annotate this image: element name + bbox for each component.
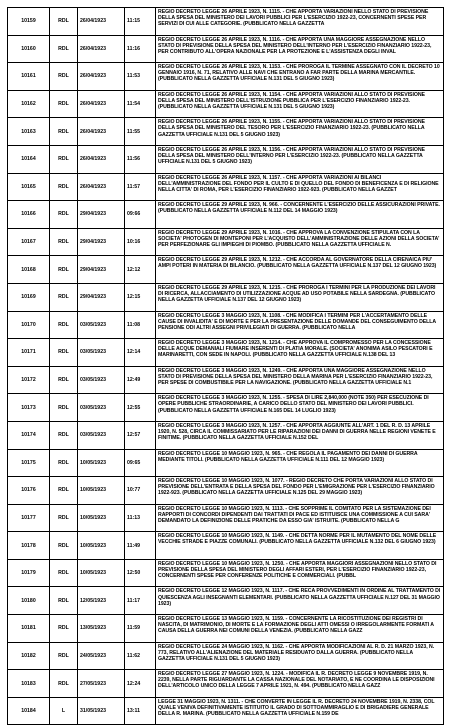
description-cell: LEGGE 31 MAGGIO 1923, N. 1311. - CHE CONVERTE IN LEGGE IL R. DECRETO 24 NOVEMBRE 1919, N. 2338, COL QUALE VENIVA DEFINITIVAMENTE ISTITUITO IL GRADO DI SOTTOAMMIRAGLIO E DI BRIGADIERE GENERALE DELLA R. MARINA. (PUBBLICATO NELLA GAZZETTA UFFICIALE N.159 DE	[156, 697, 444, 725]
description-cell: REGIO DECRETO LEGGE 12 MAGGIO 1923, N. 1117. - CHE RECA PROVVEDIMENTI IN ORDINE AL TRATTAMENTO DI QUIESCENZA AGLI INSEGNANTI ELEMENTARI. (PUBBLICATO NELLA GAZZETTA UFFICIALE N.127 DEL 31 MAGGIO 1923)	[156, 587, 444, 615]
act-date-cell: 10/05/1923	[78, 477, 125, 505]
act-number-cell: 11:62	[125, 642, 156, 670]
act-type-cell: RDL	[50, 477, 78, 505]
decree-register-body	[8, 8, 444, 725]
table-row	[8, 256, 444, 284]
record-number-cell: 10168	[8, 256, 50, 284]
act-date-cell: 10/05/1923	[78, 559, 125, 587]
description-cell: REGIO DECRETO LEGGE 26 APRILE 1923, N. 1157. - CHE APPORTA VARIAZIONI AI BILANCI DELL'AMMINISTRAZIONE DEL FONDO PER IL CULTO E DI QUELLO DEL FONDO DI BENEFICENZA E DI RELIGIONE NELLA CITTA' DI ROMA, PER L'ESERCIZIO FINANZIARIO 1922-923. (PUBBLICATO NELLA GAZZET	[156, 173, 444, 201]
description-cell: REGIO DECRETO LEGGE 3 MAGGIO 1923, N. 1257. - CHE APPORTA AGGIUNTE ALL'ART. 1 DEL R. D. 13 APRILE 1920, N. 528, CIRCA IL COMMISSARIATO PER LE RIPARAZIONI DEI DANNI DI GUERRA NELLE REGIONI VENETE E FINITIME. (PUBBLICATO NELLA GAZZETTA UFFICIALE N.152 DEL	[156, 421, 444, 449]
table-row	[8, 394, 444, 422]
description-cell: REGIO DECRETO LEGGE 10 MAGGIO 1923, N. 965. - CHE REGOLA IL PAGAMENTO DEI DANNI DI GUERRA MEDIANTE TITOLI. (PUBBLICATO NELLA GAZZETTA UFFICIALE N.111 DEL 12 MAGGIO 1923)	[156, 449, 444, 477]
act-type-cell: RDL	[50, 173, 78, 201]
record-number-cell: 10170	[8, 311, 50, 339]
table-row	[8, 421, 444, 449]
act-number-cell: 12:49	[125, 366, 156, 394]
act-number-cell: 10:16	[125, 228, 156, 256]
table-row	[8, 477, 444, 505]
table-row	[8, 449, 444, 477]
act-date-cell: 29/04/1923	[78, 256, 125, 284]
description-cell: REGIO DECRETO LEGGE 3 MAGGIO 1923, N. 1249. - CHE APPORTA UNA MAGGIORE ASSEGNAZIONE NELLO STATO DI PREVISIONE DELLA SPESA DEL MINISTERO DELLA MARINA PER L'ESERCIZIO FINANZIARIO 1922-23, PER SPESE DI COMBUSTIBILE PER LA NAVIGAZIONE. (PUBBLICATO NELLA GAZZETTA UFFICIALE N.1	[156, 366, 444, 394]
record-number-cell: 10173	[8, 394, 50, 422]
act-type-cell: RDL	[50, 559, 78, 587]
act-number-cell: 09:66	[125, 201, 156, 229]
act-number-cell: 11:08	[125, 311, 156, 339]
description-cell: REGIO DECRETO LEGGE 26 APRILE 1923, N. 1154. - CHE APPORTA VARIAZIONI ALLO STATO DI PREVISIONE DELLA SPESA DEL MINISTERO DELL'ISTRUZIONE PUBBLICA PER L'ESERCIZIO FINANZIARIO 1922-23. (PUBBLICATO NELLA GAZZETTA UFFICIALE N.131 DEL 5 GIUGNO 1923)	[156, 90, 444, 118]
record-number-cell: 10164	[8, 145, 50, 173]
record-number-cell: 10161	[8, 63, 50, 91]
act-number-cell: 12:24	[125, 670, 156, 698]
description-cell: REGIO DECRETO LEGGE 29 APRILE 1923, N. 1215. - CHE PROROGA I TERMINI PER LA PRODUZIONE DEI LAVORI DI RICERCA, ALLACCIAMENTO DI UTILIZZAZIONE ACQUE AD USO POTABILE NELLA SARDEGNA. (PUBBLICATO NELLA GAZZETTA UFFICIALE N.137 DEL 12 GIUGNO 1923)	[156, 283, 444, 311]
record-number-cell: 10166	[8, 201, 50, 229]
table-row	[8, 697, 444, 725]
act-date-cell: 13/05/1923	[78, 615, 125, 643]
act-type-cell: RDL	[50, 339, 78, 367]
record-number-cell: 10162	[8, 90, 50, 118]
record-number-cell: 10163	[8, 118, 50, 146]
record-number-cell: 10159	[8, 8, 50, 36]
act-number-cell: 12:12	[125, 256, 156, 284]
act-date-cell: 26/04/1923	[78, 35, 125, 63]
table-row	[8, 311, 444, 339]
record-number-cell: 10167	[8, 228, 50, 256]
description-cell: REGIO DECRETO LEGGE 29 APRILE 1923, N. 966. - CONCERNENTE L'ESERCIZIO DELLE ASSICURAZIONI PRIVATE. (PUBBLICATO NELLA GAZZETTA UFFICIALE N.112 DEL 14 MAGGIO 1923)	[156, 201, 444, 229]
act-number-cell: 11:15	[125, 8, 156, 36]
table-row	[8, 173, 444, 201]
act-number-cell: 11:56	[125, 145, 156, 173]
act-number-cell: 12:50	[125, 559, 156, 587]
act-type-cell: RDL	[50, 394, 78, 422]
table-row	[8, 339, 444, 367]
act-type-cell: RDL	[50, 118, 78, 146]
act-number-cell: 11:55	[125, 118, 156, 146]
description-cell: REGIO DECRETO LEGGE 3 MAGGIO 1923, N. 1214. - CHE APPROVA IL COMPROMESSO PER LA CONCESSIONE DELLE ACQUE DEMANIALI FIUMARE INSERENTI DI PLATIA MORALE. (SOCIETA' ANONIMA ASILO PESCATORI E MARINARETTI, CON SEDE IN NAPOLI. (PUBBLICATO NELLA GAZZETTA UFFICIALE N.138 DEL 13	[156, 339, 444, 367]
act-type-cell: RDL	[50, 256, 78, 284]
act-type-cell: RDL	[50, 201, 78, 229]
description-cell: REGIO DECRETO LEGGE 24 MAGGIO 1923, N. 1162. - CHE APPORTA MODIFICAZIONI AL R. D. 21 MARZO 1923, N. 773, RELATIVO ALL'ALIENAZIONE DEL MATERIALE RESIDUATO DALLA GUERRA. (PUBBLICATO NELLA GAZZETTA UFFICIALE N.131 DEL 5 GIUGNO 1923)	[156, 642, 444, 670]
act-date-cell: 29/04/1923	[78, 228, 125, 256]
record-number-cell: 10175	[8, 449, 50, 477]
table-row	[8, 615, 444, 643]
description-cell: REGIO DECRETO LEGGE 26 APRILE 1923, N. 1156. - CHE APPORTA VARIAZIONI ALLO STATO DI PREVISIONE DELLA SPESA DEL MINISTERO DELL'INTERNO PER L'ESERCIZIO 1922-23. (PUBBLICATO NELLA GAZZETTA UFFICIALE N.131 DEL 5 GIUGNO 1923)	[156, 145, 444, 173]
description-cell: REGIO DECRETO LEGGE 10 MAGGIO 1923, N. 1250. - CHE APPORTA MAGGIORI ASSEGNAZIONI NELLO STATO DI PREVISIONE DELLA SPESA DEL MINISTERO DEGLI AFFARI ESTERI, PER L'ESERCIZIO FINANZIARIO 1922-23, CONCERNENTI SPESE PER CONFERENZE POLITICHE E COMMERCIALI. (PUBBL	[156, 559, 444, 587]
act-type-cell: RDL	[50, 642, 78, 670]
table-row	[8, 63, 444, 91]
act-number-cell: 09:65	[125, 449, 156, 477]
description-cell: REGIO DECRETO LEGGE 26 APRILE 1923, N. 1155. - CHE APPORTA VARIAZIONI ALLO STATO DI PREVISIONE DELLA SPESA DEL MINISTERO DEL TESORO PER L'ESERCIZIO FINANZIARIO 1922-23. (PUBBLICATO NELLA GAZZETTA UFFICIALE N.131 DEL 5 GIUGNO 1923)	[156, 118, 444, 146]
act-date-cell: 03/05/1923	[78, 311, 125, 339]
act-date-cell: 26/04/1923	[78, 90, 125, 118]
act-date-cell: 24/05/1923	[78, 642, 125, 670]
act-number-cell: 12:55	[125, 394, 156, 422]
record-number-cell: 10165	[8, 173, 50, 201]
table-row	[8, 228, 444, 256]
table-row	[8, 504, 444, 532]
record-number-cell: 10177	[8, 504, 50, 532]
act-type-cell: RDL	[50, 283, 78, 311]
act-date-cell: 12/05/1923	[78, 587, 125, 615]
description-cell: REGIO DECRETO LEGGE 3 MAGGIO 1923, N. 1255. - SPESA DI LIRE 2,840,000 (NOTE 350) PER ESECUZIONE DI OPERE PUBBLICHE STRAORDINARIE, A CARICO DELLO STATO DEL MINISTERO DEI LAVORI PUBBLICI. (PUBBLICATO NELLA GAZZETTA UFFICIALE N.165 DEL 14 LUGLIO 1923)	[156, 394, 444, 422]
act-number-cell: 11:16	[125, 35, 156, 63]
act-type-cell: L	[50, 697, 78, 725]
act-type-cell: RDL	[50, 587, 78, 615]
record-number-cell: 10172	[8, 366, 50, 394]
record-number-cell: 10180	[8, 587, 50, 615]
table-row	[8, 532, 444, 560]
description-cell: REGIO DECRETO LEGGE 10 MAGGIO 1923, N. 1077. - REGIO DECRETO CHE PORTA VARIAZIONI ALLO STATO DI PREVISIONE DELL'ENTRATA E DELLA SPESA DEL FONDO PER L'EMIGRAZIONE PER L'ESERCIZIO FINANZIARIO 1922-923. (PUBBLICATO NELLA GAZZETTA UFFICIALE N.125 DEL 29 MAGGIO 1923)	[156, 477, 444, 505]
table-row	[8, 145, 444, 173]
table-row	[8, 118, 444, 146]
act-type-cell: RDL	[50, 670, 78, 698]
description-cell: REGIO DECRETO LEGGE 3 MAGGIO 1923, N. 1108. - CHE MODIFICA I TERMINI PER L'ACCERTAMENTO DELLE CAUSE DI INVALIDITA' E DI MORTE E PER LA PRESENTAZIONE DELLE DOMANDE DEL CONSEGUIMENTO DELLA PENSIONE ODI ALTRI ASSEGNI PRIVILEGIATI DI GUERRA. (PUBBLICATO NELLA	[156, 311, 444, 339]
act-date-cell: 29/04/1923	[78, 201, 125, 229]
decree-register-table	[7, 7, 444, 725]
act-date-cell: 10/05/1923	[78, 504, 125, 532]
description-cell: REGIO DECRETO LEGGE 13 MAGGIO 1923, N. 1159. - CONCERNENTE LA RICOSTITUZIONE DEI REGISTRI DI NASCITA, DI MATRIMONIO, DI MORTE E LA FORMAZIONE DEGLI ATTI OMESSI O IRREGOLARMENTE FORMATI A CAUSA DELLA GUERRA NEI COMUNI DELLA VENEZIA. (PUBBLICATO NELLA GAZZ	[156, 615, 444, 643]
act-type-cell: RDL	[50, 449, 78, 477]
table-row	[8, 201, 444, 229]
act-date-cell: 03/05/1923	[78, 366, 125, 394]
act-date-cell: 26/04/1923	[78, 63, 125, 91]
record-number-cell: 10171	[8, 339, 50, 367]
act-date-cell: 27/05/1923	[78, 670, 125, 698]
act-type-cell: RDL	[50, 8, 78, 36]
record-number-cell: 10160	[8, 35, 50, 63]
act-type-cell: RDL	[50, 63, 78, 91]
act-date-cell: 26/04/1923	[78, 118, 125, 146]
record-number-cell: 10179	[8, 559, 50, 587]
act-type-cell: RDL	[50, 366, 78, 394]
table-row	[8, 587, 444, 615]
description-cell: REGIO DECRETO LEGGE 26 APRILE 1923, N. 1115. - CHE APPORTA VARIAZIONI NELLO STATO DI PREVISIONE DELLA SPESA DEL MINISTERO DEI LAVORI PUBBLICI PER L'ESERCIZIO 1922-23, CONCERNENTI SPESE PER SERVIZI DI CUI ALLE CATEGORIE. (PUBBLICATO NELLA GAZZETTA	[156, 8, 444, 36]
description-cell: REGIO DECRETO LEGGE 10 MAGGIO 1923, N. 1113. - CHE SOPPRIME IL COMITATO PER LA SISTEMAZIONE DEI RAPPORTI DI CONCORDI DIPENDENTI DAI TRATTATI DI PACE ED ISTITUISCE UNA COMMISSIONE A CUI SARA' DEMANDATO LA DEFINIZIONE DELLE PRATICHE DA ESSO GIA' ISTRUITE. (PUBBLICATO NELLA G	[156, 504, 444, 532]
act-date-cell: 26/04/1923	[78, 8, 125, 36]
act-type-cell: RDL	[50, 311, 78, 339]
act-type-cell: RDL	[50, 504, 78, 532]
act-date-cell: 26/04/1923	[78, 145, 125, 173]
act-number-cell: 11:53	[125, 63, 156, 91]
table-row	[8, 366, 444, 394]
description-cell: REGIO DECRETO LEGGE 26 APRILE 1923, N. 1116. - CHE APPORTA UNA MAGGIORE ASSEGNAZIONE NELLO STATO DI PREVISIONE DELLA SPESA DEL MINISTERO DELL'INTERNO PER L'ESERCIZIO FINANZIARIO 1922-23, PER CONTRIBUTO ALL'OPERA NAZIONALE PER LA PROTEZIONE E L'ASSISTENZA DEGLI INVAL	[156, 35, 444, 63]
record-number-cell: 10182	[8, 642, 50, 670]
act-type-cell: RDL	[50, 35, 78, 63]
act-number-cell: 11:59	[125, 615, 156, 643]
act-number-cell: 11:49	[125, 532, 156, 560]
description-cell: REGIO DECRETO LEGGE 10 MAGGIO 1923, N. 1149. - CHE DETTA NORME PER IL MUTAMENTO DEL NOME DELLE VECCHIE STRADE E PIAZZE COMUNALI. (PUBBLICATO NELLA GAZZETTA UFFICIALE N.132 DEL 6 GIUGNO 1923)	[156, 532, 444, 560]
act-type-cell: RDL	[50, 90, 78, 118]
act-number-cell: 12:57	[125, 421, 156, 449]
act-date-cell: 10/05/1923	[78, 449, 125, 477]
record-number-cell: 10174	[8, 421, 50, 449]
description-cell: REGIO DECRETO LEGGE 27 MAGGIO 1923, N. 1224. - MODIFICA IL R. DECRETO LEGGE 9 NOVEMBRE 1919, N. 2239, NELLA PARTE RIGUARDANTE LA CASSA NAZIONALE DEL NOTARIATO, E NE COORDINA LE DISPOSIZIONI DELL'ARTICOLO UNICO DELLA LEGGE 7 APRILE 1921, N. 494. (PUBBLICATO NELLA GAZZ	[156, 670, 444, 698]
act-type-cell: RDL	[50, 532, 78, 560]
table-row	[8, 670, 444, 698]
act-number-cell: 11:54	[125, 90, 156, 118]
act-number-cell: 12:15	[125, 283, 156, 311]
act-type-cell: RDL	[50, 145, 78, 173]
description-cell: REGIO DECRETO LEGGE 29 APRILE 1923, N. 1016. - CHE APPROVA LA CONVENZIONE STIPULATA CON LA SOCIETA' PHOTOGEN DI MONTEPONI PER L'ACQUISTO DELL'AMMINISTRAZIONE DELLE AZIONI DELLA SOCIETA' PER PERFEZIONARE GLI IMPIEGHI DI PIOMBO. (PUBBLICATO NELLA GAZZETTA UFFICIALE N.	[156, 228, 444, 256]
act-date-cell: 29/04/1923	[78, 283, 125, 311]
act-date-cell: 03/05/1923	[78, 339, 125, 367]
act-date-cell: 03/05/1923	[78, 394, 125, 422]
act-number-cell: 11:13	[125, 504, 156, 532]
act-type-cell: RDL	[50, 228, 78, 256]
table-row	[8, 35, 444, 63]
table-row	[8, 559, 444, 587]
act-date-cell: 31/05/1923	[78, 697, 125, 725]
table-row	[8, 642, 444, 670]
table-row	[8, 90, 444, 118]
record-number-cell: 10178	[8, 532, 50, 560]
act-type-cell: RDL	[50, 615, 78, 643]
table-row	[8, 283, 444, 311]
act-type-cell: RDL	[50, 421, 78, 449]
record-number-cell: 10169	[8, 283, 50, 311]
table-row	[8, 8, 444, 36]
record-number-cell: 10183	[8, 670, 50, 698]
act-date-cell: 10/05/1923	[78, 532, 125, 560]
record-number-cell: 10184	[8, 697, 50, 725]
record-number-cell: 10181	[8, 615, 50, 643]
act-number-cell: 12:14	[125, 339, 156, 367]
act-number-cell: 10:77	[125, 477, 156, 505]
act-number-cell: 13:11	[125, 697, 156, 725]
act-date-cell: 03/05/1923	[78, 421, 125, 449]
act-number-cell: 11:57	[125, 173, 156, 201]
description-cell: REGIO DECRETO LEGGE 29 APRILE 1923, N. 1212. - CHE ACCORDA AL GOVERNATORE DELLA CIRENAICA PIU' AMPI POTERI IN MATERIA DI BILANCIO. (PUBBLICATO NELLA GAZZETTA UFFICIALE N.137 DEL 12 GIUGNO 1923)	[156, 256, 444, 284]
record-number-cell: 10176	[8, 477, 50, 505]
act-date-cell: 26/04/1923	[78, 173, 125, 201]
description-cell: REGIO DECRETO LEGGE 26 APRILE 1923, N. 1153. - CHE PROROGA IL TERMINE ASSEGNATO CON IL DECRETO 10 GENNAIO 1916, N. 71, RELATIVO ALLE NAVI CHE ENTRANO A FAR PARTE DELLA MARINA MERCANTILE. (PUBBLICATO NELLA GAZZETTA UFFICIALE N.131 DEL 5 GIUGNO 1923)	[156, 63, 444, 91]
act-number-cell: 11:17	[125, 587, 156, 615]
